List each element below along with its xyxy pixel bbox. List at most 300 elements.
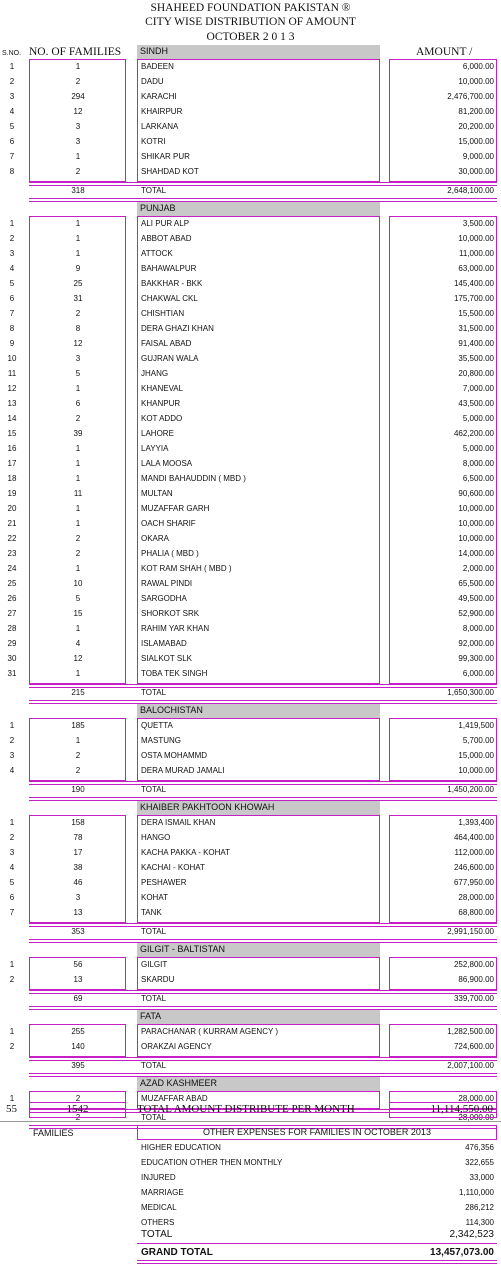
row-families: 2 — [75, 167, 81, 176]
row-sno: 20 — [7, 504, 17, 513]
row-sno: 7 — [9, 908, 15, 917]
section-total-row — [0, 925, 501, 940]
separator — [0, 1121, 501, 1122]
row-families: 294 — [71, 92, 85, 101]
row-sno: 3 — [9, 848, 15, 857]
row-sno: 3 — [9, 92, 15, 101]
table-row — [0, 1040, 501, 1055]
row-families: 140 — [71, 1042, 85, 1051]
table-row — [0, 165, 501, 180]
expense-label: EDUCATION OTHER THEN MONTHLY — [141, 1158, 283, 1167]
row-sno: 1 — [9, 960, 15, 969]
row-city: MUZAFFAR ABAD — [141, 1094, 208, 1103]
row-city: TOBA TEK SINGH — [141, 669, 208, 678]
row-amount: 8,000.00 — [462, 459, 494, 468]
table-row — [0, 352, 501, 367]
row-sno: 4 — [9, 264, 15, 273]
row-amount: 49,500.00 — [458, 594, 494, 603]
row-city: KARACHI — [141, 92, 177, 101]
total-families: 318 — [71, 186, 85, 195]
table-row — [0, 135, 501, 150]
row-city: GUJRAN WALA — [141, 354, 199, 363]
row-sno: 10 — [7, 354, 17, 363]
table-row — [0, 667, 501, 682]
row-amount: 52,900.00 — [458, 609, 494, 618]
row-sno: 6 — [9, 893, 15, 902]
table-row — [0, 247, 501, 262]
row-sno: 1 — [9, 1094, 15, 1103]
row-amount: 65,500.00 — [458, 579, 494, 588]
row-amount: 20,800.00 — [458, 369, 494, 378]
sno-column-header: S.NO. — [2, 50, 22, 57]
row-sno: 17 — [7, 459, 17, 468]
row-amount: 2,000.00 — [462, 564, 494, 573]
table-row — [0, 427, 501, 442]
families-label: FAMILIES — [33, 1128, 74, 1138]
expense-label: HIGHER EDUCATION — [141, 1143, 221, 1152]
grand-families: 1542 — [66, 1103, 89, 1115]
table-row — [0, 637, 501, 652]
total-families: 2 — [75, 1113, 81, 1122]
expense-amount: 114,300 — [465, 1218, 494, 1227]
section-header: GILGIT - BALTISTAN — [137, 943, 380, 957]
expense-item — [0, 1201, 501, 1216]
row-amount: 5,000.00 — [462, 444, 494, 453]
total-label: TOTAL — [141, 186, 167, 195]
row-families: 1 — [75, 669, 81, 678]
row-city: SHIKAR PUR — [141, 152, 190, 161]
row-amount: 15,500.00 — [458, 309, 494, 318]
row-families: 4 — [75, 639, 81, 648]
section-total-row — [0, 992, 501, 1007]
expense-label: MEDICAL — [141, 1203, 177, 1212]
row-sno: 2 — [9, 736, 15, 745]
section-total-row — [0, 184, 501, 199]
table-row — [0, 472, 501, 487]
total-label: TOTAL — [141, 785, 167, 794]
row-sno: 7 — [9, 309, 15, 318]
row-families: 3 — [75, 137, 81, 146]
table-row — [0, 547, 501, 562]
table-row — [0, 958, 501, 973]
row-sno: 26 — [7, 594, 17, 603]
row-city: MANDI BAHAUDDIN ( MBD ) — [141, 474, 246, 483]
row-sno: 14 — [7, 414, 17, 423]
row-families: 1 — [75, 444, 81, 453]
row-amount: 112,000.00 — [454, 848, 494, 857]
row-sno: 1 — [9, 219, 15, 228]
row-amount: 10,000.00 — [458, 519, 494, 528]
row-sno: 5 — [9, 122, 15, 131]
total-label: TOTAL — [141, 994, 167, 1003]
row-sno: 5 — [9, 878, 15, 887]
row-sno: 25 — [7, 579, 17, 588]
row-city: MULTAN — [141, 489, 173, 498]
report-title: CITY WISE DISTRIBUTION OF AMOUNT — [145, 16, 356, 28]
row-families: 5 — [75, 369, 81, 378]
row-families: 39 — [73, 429, 83, 438]
row-sno: 1 — [9, 818, 15, 827]
expenses-title: OTHER EXPENSES FOR FAMILIES IN OCTOBER 2013 — [137, 1125, 497, 1140]
row-amount: 6,500.00 — [462, 474, 494, 483]
row-sno: 4 — [9, 766, 15, 775]
row-amount: 8,000.00 — [462, 624, 494, 633]
total-amount: 2,007,100.00 — [447, 1061, 494, 1070]
row-families: 9 — [75, 264, 81, 273]
row-amount: 677,950.00 — [453, 878, 494, 887]
row-families: 1 — [75, 62, 81, 71]
table-row — [0, 397, 501, 412]
row-amount: 1,282,500.00 — [447, 1027, 494, 1036]
table-row — [0, 75, 501, 90]
row-city: PARACHANAR ( KURRAM AGENCY ) — [141, 1027, 279, 1036]
row-amount: 724,600.00 — [453, 1042, 494, 1051]
row-families: 13 — [73, 975, 83, 984]
table-row — [0, 1025, 501, 1040]
expense-amount: 1,110,000 — [459, 1188, 494, 1197]
row-amount: 81,200.00 — [458, 107, 494, 116]
row-families: 78 — [73, 833, 83, 842]
row-families: 17 — [73, 848, 83, 857]
row-families: 1 — [75, 219, 81, 228]
row-sno: 3 — [9, 249, 15, 258]
row-families: 185 — [71, 721, 85, 730]
total-label: TOTAL — [141, 1113, 167, 1122]
section-header: KHAIBER PAKHTOON KHOWAH — [137, 801, 380, 815]
total-amount: 1,650,300.00 — [447, 688, 494, 697]
table-row — [0, 532, 501, 547]
grand-total-amount: 11,114,550.00 — [430, 1103, 493, 1115]
row-sno: 2 — [9, 975, 15, 984]
row-families: 3 — [75, 893, 81, 902]
row-sno: 15 — [7, 429, 17, 438]
row-city: CHISHTIAN — [141, 309, 185, 318]
total-label: TOTAL — [141, 688, 167, 697]
row-city: HANGO — [141, 833, 171, 842]
row-families: 1 — [75, 152, 81, 161]
row-city: ALI PUR ALP — [141, 219, 190, 228]
row-amount: 35,500.00 — [458, 354, 494, 363]
row-sno: 12 — [7, 384, 17, 393]
table-row — [0, 292, 501, 307]
table-row — [0, 973, 501, 988]
table-row — [0, 487, 501, 502]
row-amount: 175,700.00 — [453, 294, 494, 303]
row-amount: 15,000.00 — [458, 137, 494, 146]
row-families: 2 — [75, 77, 81, 86]
row-amount: 10,000.00 — [458, 77, 494, 86]
row-sno: 30 — [7, 654, 17, 663]
row-amount: 10,000.00 — [458, 504, 494, 513]
row-amount: 11,000.00 — [459, 249, 494, 258]
row-amount: 99,300.00 — [458, 654, 494, 663]
table-row — [0, 150, 501, 165]
total-label: TOTAL — [141, 1061, 167, 1070]
row-amount: 10,000.00 — [458, 766, 494, 775]
row-families: 6 — [75, 399, 81, 408]
row-city: RAHIM YAR KHAN — [141, 624, 210, 633]
row-families: 158 — [71, 818, 85, 827]
row-amount: 31,500.00 — [458, 324, 494, 333]
table-row — [0, 502, 501, 517]
row-city: DERA GHAZI KHAN — [141, 324, 214, 333]
table-row — [0, 577, 501, 592]
row-families: 1 — [75, 564, 81, 573]
row-sno: 8 — [9, 324, 15, 333]
row-sno: 13 — [7, 399, 17, 408]
row-sno: 28 — [7, 624, 17, 633]
row-city: BAHAWALPUR — [141, 264, 197, 273]
row-amount: 86,900.00 — [458, 975, 494, 984]
row-amount: 43,500.00 — [458, 399, 494, 408]
row-families: 10 — [73, 579, 83, 588]
row-city: KOTRI — [141, 137, 166, 146]
row-sno: 6 — [9, 294, 15, 303]
row-city: SHAHDAD KOT — [141, 167, 199, 176]
expenses-total-row — [0, 1229, 501, 1244]
row-families: 1 — [75, 249, 81, 258]
expense-amount: 33,000 — [469, 1173, 494, 1182]
table-row — [0, 307, 501, 322]
section-total-row — [0, 686, 501, 701]
table-row — [0, 764, 501, 779]
row-sno: 2 — [9, 234, 15, 243]
table-row — [0, 876, 501, 891]
section-header: AZAD KASHMEER — [137, 1077, 380, 1091]
row-city: QUETTA — [141, 721, 173, 730]
row-city: OACH SHARIF — [141, 519, 196, 528]
row-city: RAWAL PINDI — [141, 579, 193, 588]
table-row — [0, 90, 501, 105]
table-row — [0, 517, 501, 532]
table-row — [0, 367, 501, 382]
row-city: KHANPUR — [141, 399, 181, 408]
row-amount: 10,000.00 — [458, 234, 494, 243]
row-city: OSTA MOHAMMD — [141, 751, 208, 760]
expense-label: INJURED — [141, 1173, 176, 1182]
table-row — [0, 382, 501, 397]
section-header: SINDH — [137, 45, 380, 59]
row-city: LALA MOOSA — [141, 459, 193, 468]
row-sno: 3 — [9, 751, 15, 760]
row-city: FAISAL ABAD — [141, 339, 192, 348]
row-amount: 68,800.00 — [458, 908, 494, 917]
row-sno: 18 — [7, 474, 17, 483]
total-families: 69 — [73, 994, 83, 1003]
table-row — [0, 105, 501, 120]
table-row — [0, 337, 501, 352]
total-amount: 2,991,150.00 — [447, 927, 494, 936]
row-families: 2 — [75, 549, 81, 558]
table-row — [0, 749, 501, 764]
row-families: 13 — [73, 908, 83, 917]
row-sno: 4 — [9, 863, 15, 872]
total-amount: 339,700.00 — [453, 994, 494, 1003]
section-header: PUNJAB — [137, 202, 380, 216]
row-amount: 9,000.00 — [462, 152, 494, 161]
row-amount: 246,600.00 — [453, 863, 494, 872]
row-city: CHAKWAL CKL — [141, 294, 198, 303]
row-amount: 464,400.00 — [453, 833, 494, 842]
row-sno: 2 — [9, 1042, 15, 1051]
table-row — [0, 442, 501, 457]
total-amount: 2,648,100.00 — [447, 186, 494, 195]
row-families: 2 — [75, 309, 81, 318]
row-families: 2 — [75, 751, 81, 760]
row-sno: 23 — [7, 549, 17, 558]
total-label: TOTAL — [141, 927, 167, 936]
row-city: GILGIT — [141, 960, 168, 969]
org-title: SHAHEED FOUNDATION PAKISTAN ® — [150, 2, 351, 14]
row-sno: 7 — [9, 152, 15, 161]
table-row — [0, 861, 501, 876]
row-city: SARGODHA — [141, 594, 187, 603]
row-families: 1 — [75, 474, 81, 483]
table-row — [0, 232, 501, 247]
row-families: 2 — [75, 766, 81, 775]
row-amount: 3,500.00 — [462, 219, 494, 228]
row-city: SHORKOT SRK — [141, 609, 200, 618]
section-header: FATA — [137, 1010, 380, 1024]
table-row — [0, 322, 501, 337]
row-families: 1 — [75, 624, 81, 633]
table-row — [0, 120, 501, 135]
grand-total-final-label: GRAND TOTAL — [141, 1247, 213, 1258]
row-city: ABBOT ABAD — [141, 234, 192, 243]
report-month: OCTOBER 2 0 1 3 — [206, 31, 295, 43]
row-amount: 20,200.00 — [458, 122, 494, 131]
row-families: 12 — [73, 339, 83, 348]
row-city: ATTOCK — [141, 249, 173, 258]
row-sno: 11 — [7, 369, 17, 378]
row-families: 12 — [73, 654, 83, 663]
total-families: 395 — [71, 1061, 85, 1070]
table-row — [0, 262, 501, 277]
row-families: 56 — [73, 960, 83, 969]
total-amount: 28,000.00 — [458, 1113, 494, 1122]
row-families: 255 — [71, 1027, 85, 1036]
row-sno: 8 — [9, 167, 15, 176]
row-city: KHANEVAL — [141, 384, 184, 393]
row-sno: 6 — [9, 137, 15, 146]
row-city: SIALKOT SLK — [141, 654, 192, 663]
table-row — [0, 607, 501, 622]
row-families: 15 — [73, 609, 83, 618]
section-header: BALOCHISTAN — [137, 704, 380, 718]
row-city: JHANG — [141, 369, 169, 378]
expense-item — [0, 1186, 501, 1201]
row-sno: 1 — [9, 721, 15, 730]
row-sno: 5 — [9, 279, 15, 288]
row-amount: 145,400.00 — [453, 279, 494, 288]
table-row — [0, 60, 501, 75]
row-sno: 4 — [9, 107, 15, 116]
row-families: 31 — [73, 294, 83, 303]
row-sno: 9 — [9, 339, 15, 348]
row-amount: 5,000.00 — [462, 414, 494, 423]
table-row — [0, 217, 501, 232]
table-row — [0, 891, 501, 906]
section-total-row — [0, 1059, 501, 1074]
row-families: 3 — [75, 122, 81, 131]
expense-item — [0, 1156, 501, 1171]
row-city: SKARDU — [141, 975, 175, 984]
row-city: ISLAMABAD — [141, 639, 187, 648]
row-amount: 28,000.00 — [458, 1094, 494, 1103]
row-families: 2 — [75, 534, 81, 543]
row-city: MASTUNG — [141, 736, 181, 745]
row-families: 1 — [75, 459, 81, 468]
row-sno: 2 — [9, 77, 15, 86]
row-amount: 1,393,400 — [458, 818, 494, 827]
row-families: 38 — [73, 863, 83, 872]
table-row — [0, 906, 501, 921]
table-row — [0, 734, 501, 749]
row-city: DERA ISMAIL KHAN — [141, 818, 216, 827]
row-sno: 29 — [7, 639, 17, 648]
row-sno: 31 — [7, 669, 17, 678]
row-families: 1 — [75, 384, 81, 393]
grand-total-final-amount: 13,457,073.00 — [430, 1247, 494, 1258]
row-sno: 1 — [9, 62, 15, 71]
row-amount: 5,700.00 — [462, 736, 494, 745]
row-amount: 6,000.00 — [462, 62, 494, 71]
table-row — [0, 622, 501, 637]
expense-item — [0, 1141, 501, 1156]
row-city: PHALIA ( MBD ) — [141, 549, 199, 558]
row-families: 5 — [75, 594, 81, 603]
row-city: MUZAFFAR GARH — [141, 504, 210, 513]
row-city: KACHAI - KOHAT — [141, 863, 205, 872]
grand-total-underline — [137, 1260, 497, 1264]
expense-label: OTHERS — [141, 1218, 175, 1227]
total-families: 215 — [71, 688, 85, 697]
row-city: KACHA PAKKA - KOHAT — [141, 848, 231, 857]
grand-count: 55 — [6, 1103, 17, 1115]
row-families: 12 — [73, 107, 83, 116]
row-city: LAYYIA — [141, 444, 169, 453]
row-city: KOT ADDO — [141, 414, 183, 423]
table-row — [0, 719, 501, 734]
row-families: 3 — [75, 354, 81, 363]
expense-amount: 476,356 — [465, 1143, 494, 1152]
row-city: KOHAT — [141, 893, 168, 902]
row-sno: 24 — [7, 564, 17, 573]
table-row — [0, 592, 501, 607]
families-column-header: NO. OF FAMILIES — [29, 46, 122, 58]
row-sno: 21 — [7, 519, 17, 528]
row-families: 8 — [75, 324, 81, 333]
section-total-row — [0, 783, 501, 798]
row-city: KHAIRPUR — [141, 107, 183, 116]
amount-column-header: AMOUNT / — [416, 46, 473, 58]
row-city: DADU — [141, 77, 164, 86]
row-city: OKARA — [141, 534, 170, 543]
row-amount: 91,400.00 — [458, 339, 494, 348]
row-city: DERA MURAD JAMALI — [141, 766, 225, 775]
table-row — [0, 816, 501, 831]
row-families: 1 — [75, 504, 81, 513]
total-families: 190 — [71, 785, 85, 794]
row-amount: 2,476,700.00 — [447, 92, 494, 101]
row-sno: 16 — [7, 444, 17, 453]
row-city: ORAKZAI AGENCY — [141, 1042, 212, 1051]
row-families: 1 — [75, 234, 81, 243]
total-families: 353 — [71, 927, 85, 936]
table-row — [0, 277, 501, 292]
expense-amount: 322,655 — [465, 1158, 494, 1167]
row-amount: 28,000.00 — [458, 893, 494, 902]
